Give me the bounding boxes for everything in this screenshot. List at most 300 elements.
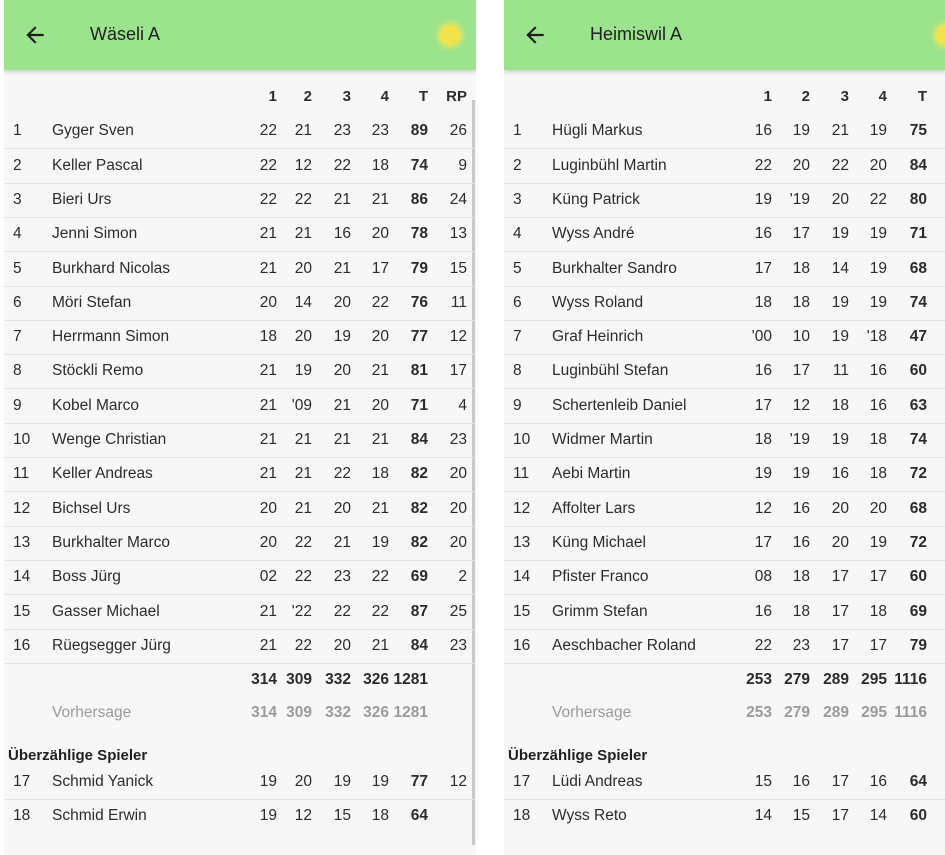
score-rp: 23 [449,431,467,448]
score-s4: 18 [869,465,887,483]
score-s4: 21 [371,431,389,448]
score-s2: 21 [294,499,312,517]
score-s3: 332 [325,704,351,722]
score-s1: 21 [259,225,277,243]
score-t: 84 [410,431,428,448]
player-rank: 13 [513,533,531,551]
score-s4: 326 [363,671,389,689]
player-rank: 8 [13,362,22,380]
score-t: 78 [410,225,428,243]
player-row [504,217,945,252]
score-s1: 19 [754,190,772,208]
score-s1: 12 [754,499,772,517]
player-name: Graf Heinrich [552,328,644,346]
player-name: Grimm Stefan [552,602,648,620]
score-s3: 17 [831,602,849,620]
score-s3: 21 [333,396,351,414]
team-panel-left [4,0,476,855]
score-t: 82 [410,465,428,483]
score-t: 76 [410,293,428,311]
score-s1: 18 [259,328,277,346]
score-s1: 21 [259,396,277,414]
score-s2: 19 [792,122,810,140]
score-s3: 20 [333,499,351,517]
player-rank: 16 [13,636,31,654]
player-rank: 4 [513,225,522,243]
extra-player-row [4,799,476,833]
column-header-2: 2 [303,88,312,105]
score-s4: 18 [371,156,389,174]
score-s1: 18 [754,293,772,311]
score-s1: 22 [754,636,772,654]
score-t: 80 [909,190,927,208]
back-arrow-icon[interactable] [22,22,48,48]
player-rank: 5 [513,259,522,277]
player-row [504,354,945,389]
score-rp: 11 [450,293,467,311]
score-t: 86 [410,190,428,208]
score-s3: 18 [831,396,849,414]
score-s1: 253 [746,671,772,689]
player-rank: 18 [513,807,531,825]
score-s3: 16 [831,465,849,483]
player-row [4,492,476,527]
score-s2: 21 [294,122,312,140]
score-s1: 20 [259,293,277,311]
score-t: 68 [909,259,927,277]
score-t: 60 [909,807,927,825]
score-s2: 22 [294,636,312,654]
score-s4: 22 [869,190,887,208]
score-s3: 20 [333,636,351,654]
player-name: Pfister Franco [552,568,649,586]
score-t: 79 [410,259,428,277]
extra-player-row [504,799,945,833]
score-s3: 11 [832,362,849,380]
score-s1: 22 [259,122,277,140]
player-rank: 3 [513,190,522,208]
sun-icon[interactable] [440,25,460,45]
player-rank: 12 [513,499,531,517]
score-rp: 17 [449,362,467,380]
player-name: Boss Jürg [52,568,121,586]
score-s4: 22 [371,602,389,620]
prediction-row [4,696,476,730]
score-s4: 22 [371,293,389,311]
column-header-3: 3 [840,88,849,105]
player-rank: 5 [13,259,22,277]
score-s2: 12 [792,396,810,414]
player-row [504,595,945,630]
score-s2: 12 [294,807,312,825]
player-name: Burkhard Nicolas [52,259,171,277]
score-s3: 14 [831,259,849,277]
score-s2: '09 [291,396,312,414]
score-s1: 17 [754,533,772,551]
totals-row [4,663,476,697]
score-s2: 309 [286,671,312,689]
score-s3: 17 [831,773,849,791]
score-s3: 21 [333,431,351,448]
score-s4: 21 [371,190,389,208]
player-rank: 13 [13,533,31,551]
score-s3: 22 [333,602,351,620]
extra-players-heading: Überzählige Spieler [8,747,148,765]
score-s2: 20 [294,773,312,791]
player-row [4,560,476,595]
score-t: 77 [410,328,428,346]
score-rp: 25 [449,602,467,620]
score-rp: 12 [449,328,467,346]
team-title: Heimiswil A [590,24,683,44]
back-arrow-icon[interactable] [522,22,548,48]
score-s4: 21 [371,362,389,380]
score-s2: 20 [792,156,810,174]
column-header-1: 1 [268,88,277,105]
score-t: 75 [909,122,927,140]
score-s2: 23 [792,636,810,654]
player-rank: 4 [13,225,22,243]
score-s3: 22 [831,156,849,174]
score-s3: 20 [333,293,351,311]
player-name: Aeschbacher Roland [552,636,696,654]
score-s2: 18 [792,293,810,311]
player-name: Affolter Lars [552,499,636,517]
player-name: Keller Andreas [52,465,153,483]
player-rank: 14 [513,568,531,586]
player-rank: 6 [13,293,22,311]
score-s4: 18 [869,602,887,620]
player-name: Rüegsegger Jürg [52,636,171,654]
score-s2: 279 [784,671,810,689]
score-t: 47 [909,328,927,346]
score-s3: 16 [333,225,351,243]
score-s4: 18 [371,807,389,825]
player-rank: 15 [13,602,31,620]
score-s2: 17 [792,362,810,380]
score-s1: 15 [754,773,772,791]
player-name: Burkhalter Sandro [552,259,677,277]
score-s2: '19 [789,190,810,208]
player-row [4,286,476,321]
score-s3: 21 [831,122,849,140]
score-s1: 16 [754,225,772,243]
score-s4: 295 [861,704,887,722]
extra-players-heading: Überzählige Spieler [508,747,648,765]
score-s4: 21 [371,499,389,517]
player-name: Luginbühl Stefan [552,362,669,380]
score-s1: 19 [259,807,277,825]
player-row [504,183,945,218]
score-s2: 16 [792,499,810,517]
score-rp: 4 [458,396,467,414]
score-s3: 19 [333,328,351,346]
score-s4: '18 [866,328,887,346]
score-t: 81 [410,362,428,380]
prediction-label: Vorhersage [552,704,632,722]
score-s3: 19 [333,773,351,791]
score-t: 84 [909,156,927,174]
score-s1: 16 [754,602,772,620]
score-t: 79 [909,636,927,654]
score-s1: 21 [259,636,277,654]
player-name: Wenge Christian [52,431,167,448]
extra-player-row [504,765,945,800]
score-t: 64 [410,807,428,825]
player-name: Schmid Yanick [52,773,154,791]
column-header-2: 2 [801,88,810,105]
score-t: 72 [909,533,927,551]
score-s4: 20 [371,328,389,346]
score-s2: 12 [294,156,312,174]
score-t: 69 [909,602,927,620]
score-s1: 314 [251,704,277,722]
score-s3: 20 [333,362,351,380]
score-s1: '00 [751,328,772,346]
score-s3: 332 [325,671,351,689]
score-s4: 17 [371,259,389,277]
score-t: 1281 [393,671,428,689]
player-rank: 12 [13,499,31,517]
score-s4: 19 [869,122,887,140]
player-row [4,595,476,630]
score-s3: 21 [333,190,351,208]
player-rank: 7 [513,328,522,346]
score-s2: 17 [792,225,810,243]
player-rank: 6 [513,293,522,311]
score-rp: 15 [449,259,467,277]
extra-player-row [4,765,476,800]
score-s1: 22 [259,156,277,174]
score-s1: 14 [754,807,772,825]
score-s4: 19 [869,293,887,311]
score-s1: 20 [259,499,277,517]
score-t: 82 [410,533,428,551]
player-name: Schertenleib Daniel [552,396,687,414]
score-s2: 19 [792,465,810,483]
column-header-1: 1 [763,88,772,105]
score-s1: 314 [251,671,277,689]
score-s1: 22 [754,156,772,174]
player-name: Aebi Martin [552,465,631,483]
score-s2: 20 [294,259,312,277]
score-s2: 18 [792,259,810,277]
score-s4: 20 [869,156,887,174]
score-t: 74 [909,431,927,448]
player-rank: 16 [513,636,531,654]
score-s2: 14 [294,293,312,311]
player-name: Gasser Michael [52,602,160,620]
score-s1: 18 [754,431,772,448]
score-s2: 18 [792,602,810,620]
score-rp: 2 [458,568,467,586]
score-s4: 22 [371,568,389,586]
player-rank: 1 [13,122,22,140]
score-t: 64 [909,773,927,791]
player-name: Bieri Urs [52,190,112,208]
score-s4: 14 [869,807,887,825]
score-s2: 20 [294,328,312,346]
player-name: Burkhalter Marco [52,533,171,551]
player-rank: 2 [13,156,22,174]
score-s2: 18 [792,568,810,586]
score-s2: 21 [294,431,312,448]
player-rank: 17 [13,773,31,791]
player-name: Herrmann Simon [52,328,170,346]
player-rank: 18 [13,807,31,825]
team-title: Wäseli A [90,24,161,44]
player-row [4,629,476,664]
totals-row [504,663,945,697]
player-row [504,252,945,287]
player-row [504,526,945,561]
score-s3: 19 [831,328,849,346]
player-name: Hügli Markus [552,122,643,140]
player-name: Wyss Reto [552,807,627,825]
player-row [504,149,945,184]
score-t: 1116 [894,671,927,689]
player-rank: 2 [513,156,522,174]
score-s4: 19 [371,533,389,551]
player-name: Bichsel Urs [52,499,131,517]
score-s4: 19 [869,225,887,243]
player-name: Widmer Martin [552,431,653,448]
score-t: 74 [410,156,428,174]
score-s3: 21 [333,259,351,277]
score-s3: 19 [831,293,849,311]
score-s4: 18 [371,465,389,483]
player-rank: 8 [513,362,522,380]
score-s2: 22 [294,190,312,208]
score-s4: 16 [869,362,887,380]
score-t: 68 [909,499,927,517]
score-rp [427,799,467,833]
score-s2: '19 [789,431,810,448]
player-rank: 17 [513,773,531,791]
player-row [4,183,476,218]
score-s4: 16 [869,773,887,791]
score-s2: 21 [294,465,312,483]
score-s4: 17 [869,636,887,654]
column-header-3: 3 [342,88,351,105]
player-rank: 1 [513,122,522,140]
score-s3: 17 [831,807,849,825]
player-name: Wyss André [552,225,635,243]
score-s2: 16 [792,773,810,791]
score-s4: 17 [869,568,887,586]
score-s3: 289 [823,671,849,689]
score-s4: 19 [869,259,887,277]
player-row [4,217,476,252]
score-s3: 21 [333,533,351,551]
score-s1: 17 [754,396,772,414]
app-bar [4,0,476,70]
player-row [504,286,945,321]
score-t: 1116 [894,704,927,722]
score-rp: 23 [449,636,467,654]
score-s4: 20 [869,499,887,517]
score-s1: 22 [259,190,277,208]
player-row [504,114,945,149]
score-s1: 08 [754,568,772,586]
player-row [4,389,476,424]
player-row [4,114,476,149]
score-s1: 21 [259,431,277,448]
score-t: 60 [909,568,927,586]
player-rank: 9 [513,396,522,414]
score-t: 74 [909,293,927,311]
player-row [504,423,945,458]
score-t: 71 [410,396,428,414]
score-s2: 21 [294,225,312,243]
player-name: Luginbühl Martin [552,156,667,174]
column-header-4: 4 [380,88,389,105]
player-row [4,457,476,492]
player-name: Stöckli Remo [52,362,144,380]
score-s3: 22 [333,156,351,174]
score-s1: 21 [259,465,277,483]
player-name: Schmid Erwin [52,807,147,825]
score-rp: 20 [449,533,467,551]
score-s3: 22 [333,465,351,483]
player-name: Wyss Roland [552,293,644,311]
team-panel-right [504,0,945,855]
app-bar [504,0,945,70]
score-s3: 19 [831,225,849,243]
score-s1: 253 [746,704,772,722]
player-name: Möri Stefan [52,293,132,311]
player-row [4,149,476,184]
score-s2: 22 [294,568,312,586]
player-rank: 11 [13,465,30,483]
score-t: 77 [410,773,428,791]
score-s1: 19 [754,465,772,483]
score-s4: 21 [371,636,389,654]
score-s3: 17 [831,636,849,654]
score-rp: 20 [449,465,467,483]
player-rank: 15 [513,602,531,620]
score-t: 71 [909,225,927,243]
player-row [504,492,945,527]
score-s4: 295 [861,671,887,689]
score-s2: 15 [792,807,810,825]
column-header-t: T [917,88,927,105]
player-row [504,320,945,355]
player-row [4,320,476,355]
score-s4: 326 [363,704,389,722]
player-row [4,423,476,458]
score-s4: 18 [869,431,887,448]
score-rp: 13 [449,225,467,243]
player-name: Küng Michael [552,533,646,551]
prediction-label: Vorhersage [52,704,132,722]
score-t: 1281 [393,704,428,722]
score-s2: '22 [291,602,312,620]
score-s3: 17 [831,568,849,586]
score-s3: 289 [823,704,849,722]
player-rank: 7 [13,328,22,346]
score-s2: 16 [792,533,810,551]
score-rp: 26 [449,122,467,140]
sun-icon[interactable] [936,25,945,45]
player-name: Gyger Sven [52,122,134,140]
score-s3: 20 [831,499,849,517]
score-t: 82 [410,499,428,517]
score-s4: 23 [371,122,389,140]
score-s3: 19 [831,431,849,448]
score-rp: 20 [449,499,467,517]
player-row [504,560,945,595]
